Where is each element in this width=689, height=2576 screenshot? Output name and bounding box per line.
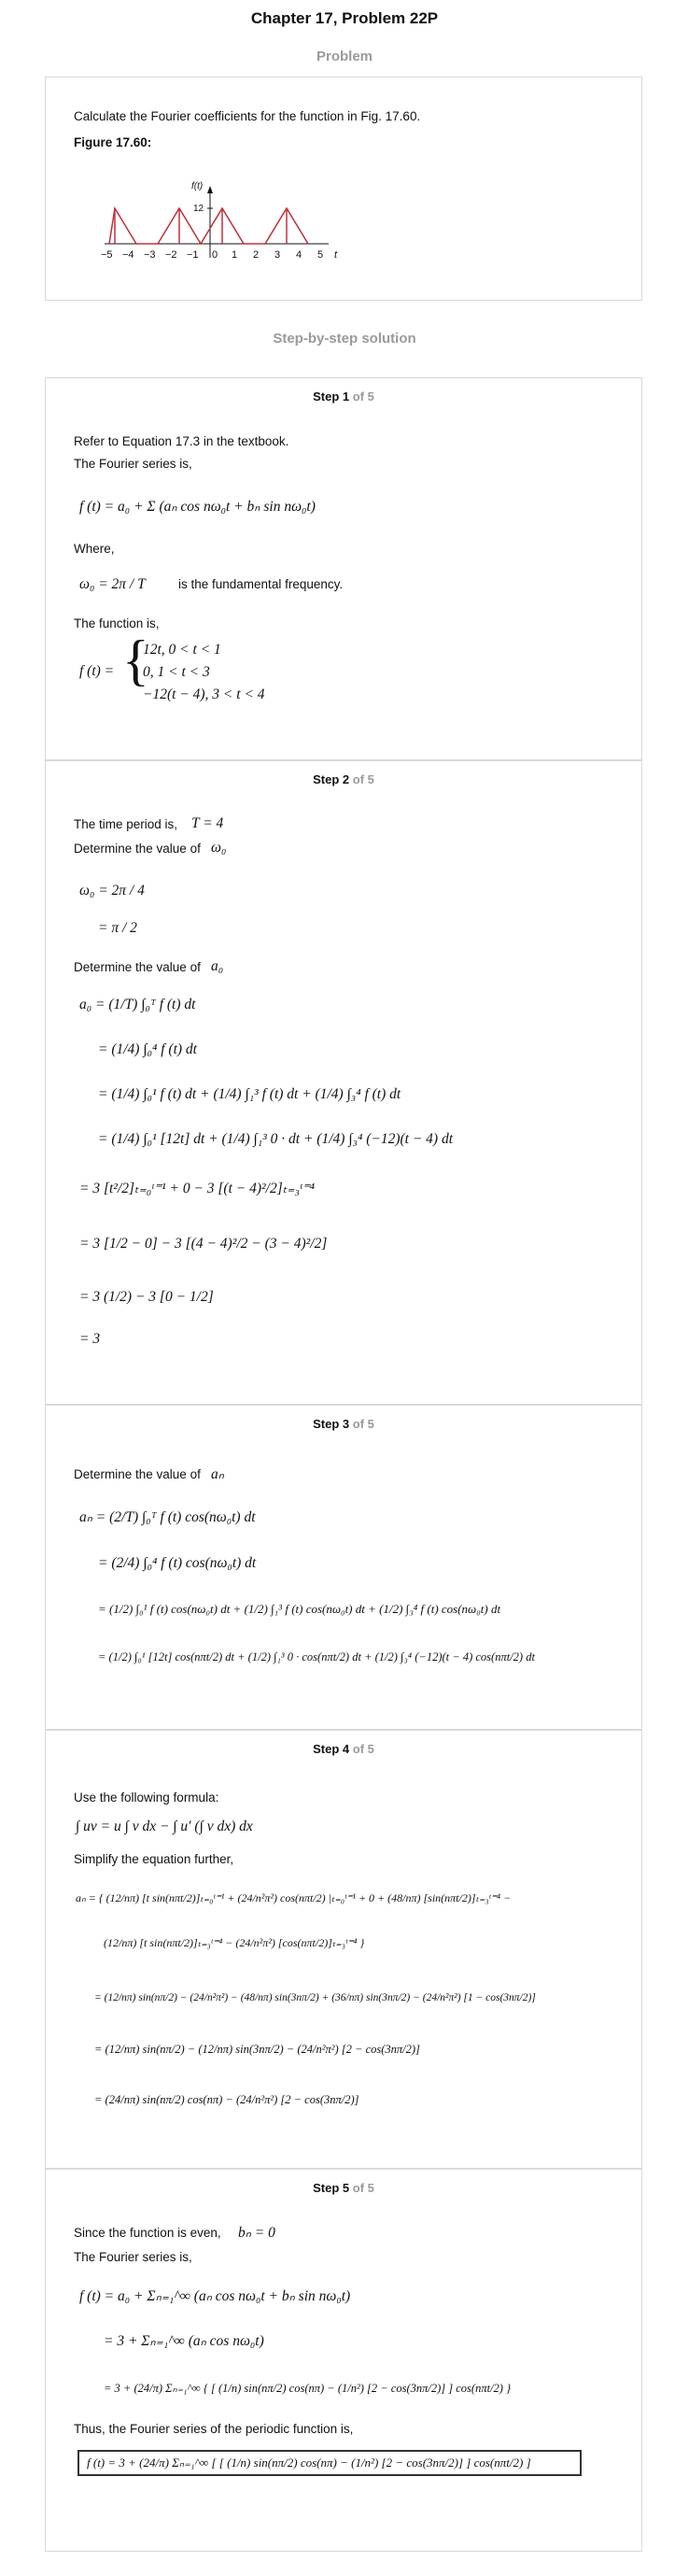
an-simplify: = (12/nπ) sin(nπ/2) − (24/n²π²) − (48/nπ) sin(3nπ/2) + (36/nπ) sin(3nπ/2) − (24/n²π²) [1 − cos(3nπ/2)]: [94, 1992, 536, 2003]
a0-symbol: a₀: [211, 958, 224, 974]
final-answer: f (t) = 3 + (24/π) Σₙ₌₁^∞ [ [ (1/n) sin(nπ/2) cos(nπ) − (1/n²) [2 − cos(3nπ/2)] ] cos(nπt/2) ]: [87, 2456, 531, 2470]
tick-label: −1: [187, 249, 199, 261]
figure-17-60: [97, 178, 340, 290]
step-5-line: Since the function is even,: [74, 2226, 221, 2240]
a0-calc: = 3 (1/2) − 3 [0 − 1/2]: [79, 1289, 214, 1305]
step-5-line: Thus, the Fourier series of the periodic function is,: [74, 2422, 354, 2436]
waveform: [109, 208, 308, 244]
step-2-line: The time period is,: [74, 817, 178, 831]
piecewise-case: 0, 1 < t < 3: [143, 664, 210, 680]
tick-label: 5: [317, 249, 324, 261]
series-calc: = 3 + Σₙ₌₁^∞ (aₙ cos nω₀t): [104, 2333, 264, 2349]
a0-calc: = 3 [1/2 − 0] − 3 [(4 − 4)²/2 − (3 − 4)²/2]: [79, 1236, 328, 1252]
a0-calc: = (1/4) ∫₀¹ f (t) dt + (1/4) ∫₁³ f (t) dt + (1/4) ∫₃⁴ f (t) dt: [98, 1086, 401, 1102]
tick-label: −5: [101, 249, 113, 261]
an-calc: = (1/2) ∫₀¹ [12t] cos(nπt/2) dt + (1/2) ∫₁³ 0 · cos(nπt/2) dt + (1/2) ∫₃⁴ (−12)(t − 4) cos(nπt/2) dt: [98, 1650, 535, 1663]
step-4-line: Use the following formula:: [74, 1790, 219, 1805]
page-title: Chapter 17, Problem 22P: [250, 9, 439, 27]
series-calc: f (t) = a₀ + Σₙ₌₁^∞ (aₙ cos nω₀t + bₙ sin nω₀t): [79, 2288, 351, 2304]
an-symbol: aₙ: [211, 1466, 224, 1482]
problem-text: Calculate the Fourier coefficients for the function in Fig. 17.60.: [74, 109, 421, 123]
omega-symbol: ω₀: [211, 840, 227, 856]
piecewise-case: 12t, 0 < t < 1: [143, 642, 221, 658]
series-calc: = 3 + (24/π) Σₙ₌₁^∞ { [ (1/n) sin(nπ/2) cos(nπ) − (1/n²) [2 − cos(3nπ/2)] ] cos(nπt/2) }: [104, 2382, 512, 2395]
an-calc: = (1/2) ∫₀¹ f (t) cos(nω₀t) dt + (1/2) ∫₁³ f (t) cos(nω₀t) dt + (1/2) ∫₃⁴ f (t) cos(nω₀t) dt: [98, 1602, 501, 1616]
problem-card: [45, 77, 642, 301]
step-3-line: Determine the value of: [74, 1467, 201, 1481]
f-label: f(t): [191, 181, 204, 191]
step-1-line: The Fourier series is,: [74, 457, 192, 471]
step-2-heading: Step 2 of 5: [313, 772, 374, 786]
integration-by-parts: ∫ uv = u ∫ v dx − ∫ u′ (∫ v dx) dx: [76, 1819, 253, 1834]
omega-eq: ω₀ = 2π / T: [79, 576, 146, 592]
step-5-heading: Step 5 of 5: [313, 2181, 374, 2195]
an-simplify: = (24/nπ) sin(nπ/2) cos(nπ) − (24/n²π²) [2 − cos(3nπ/2)]: [94, 2093, 359, 2106]
tick-label: 1: [232, 249, 238, 261]
an-simplify: = (12/nπ) sin(nπ/2) − (12/nπ) sin(3nπ/2) − (24/n²π²) [2 − cos(3nπ/2)]: [94, 2043, 420, 2056]
step-5-card: [45, 2169, 642, 2552]
tick-label: 3: [274, 249, 281, 261]
piecewise-case: −12(t − 4), 3 < t < 4: [143, 686, 265, 702]
step-1-heading: Step 1 of 5: [313, 389, 374, 403]
step-1-line: Where,: [74, 542, 115, 556]
tick-label: −2: [165, 249, 177, 261]
tick-label: 0: [212, 249, 218, 261]
step-2-line: Determine the value of: [74, 842, 201, 856]
problem-heading: Problem: [316, 49, 373, 64]
step-4-line: Simplify the equation further,: [74, 1852, 234, 1866]
omega-calc: ω₀ = 2π / 4: [79, 883, 145, 899]
step-1-line: is the fundamental frequency.: [178, 577, 344, 591]
step-4-heading: Step 4 of 5: [313, 1742, 374, 1756]
tick-label: −3: [144, 249, 156, 261]
t-label: t: [334, 249, 338, 261]
tick-label: 2: [253, 249, 260, 261]
step-1-card: [45, 377, 642, 760]
a0-calc: = (1/4) ∫₀¹ [12t] dt + (1/4) ∫₁³ 0 · dt + (1/4) ∫₃⁴ (−12)(t − 4) dt: [98, 1131, 454, 1147]
step-2-card: [45, 760, 642, 1405]
step-5-line: The Fourier series is,: [74, 2250, 192, 2264]
an-calc: aₙ = (2/T) ∫₀ᵀ f (t) cos(nω₀t) dt: [79, 1509, 256, 1525]
a0-result: = 3: [79, 1331, 101, 1347]
step-3-card: [45, 1405, 642, 1730]
step-1-line: Refer to Equation 17.3 in the textbook.: [74, 434, 289, 448]
a0-calc: = (1/4) ∫₀⁴ f (t) dt: [98, 1041, 197, 1057]
period-value: T = 4: [191, 815, 224, 831]
tick-label: 4: [296, 249, 302, 261]
step-1-line: The function is,: [74, 616, 160, 630]
piecewise-f: f (t) =: [79, 663, 115, 679]
a0-calc: = 3 [t²/2]ₜ₌₀ᵗ⁼¹ + 0 − 3 [(t − 4)²/2]ₜ₌₃ᵗ⁼⁴: [79, 1181, 316, 1196]
tick-label: −4: [122, 249, 134, 261]
an-expansion: (12/nπ) [t sin(nπt/2)]ₜ₌₃ᵗ⁼⁴ − (24/n²π²) [cos(nπt/2)]ₜ₌₃ᵗ⁼⁴ }: [104, 1936, 365, 1949]
step-2-line: Determine the value of: [74, 960, 201, 974]
fourier-series-eq: f (t) = a₀ + Σ (aₙ cos nω₀t + bₙ sin nω₀t): [79, 499, 316, 515]
omega-calc: = π / 2: [98, 920, 137, 936]
figure-label: Figure 17.60:: [74, 135, 152, 149]
an-calc: = (2/4) ∫₀⁴ f (t) cos(nω₀t) dt: [98, 1555, 257, 1571]
a0-calc: a₀ = (1/T) ∫₀ᵀ f (t) dt: [79, 997, 196, 1012]
peak-label: 12: [193, 204, 204, 214]
step-4-card: [45, 1730, 642, 2169]
bn-value: bₙ = 0: [238, 2225, 275, 2241]
solution-heading: Step-by-step solution: [273, 331, 416, 347]
an-expansion: aₙ = { (12/nπ) [t sin(nπt/2)]ₜ₌₀ᵗ⁼¹ + (24/n²π²) cos(nπt/2) |ₜ₌₀ᵗ⁼¹ + 0 + (48/nπ) [sin(nπt/2)]ₜ₌₃ᵗ⁼⁴ −: [76, 1891, 512, 1904]
step-3-heading: Step 3 of 5: [313, 1417, 374, 1431]
piecewise-brace: {: [122, 630, 149, 691]
final-answer-box: [77, 2450, 582, 2476]
